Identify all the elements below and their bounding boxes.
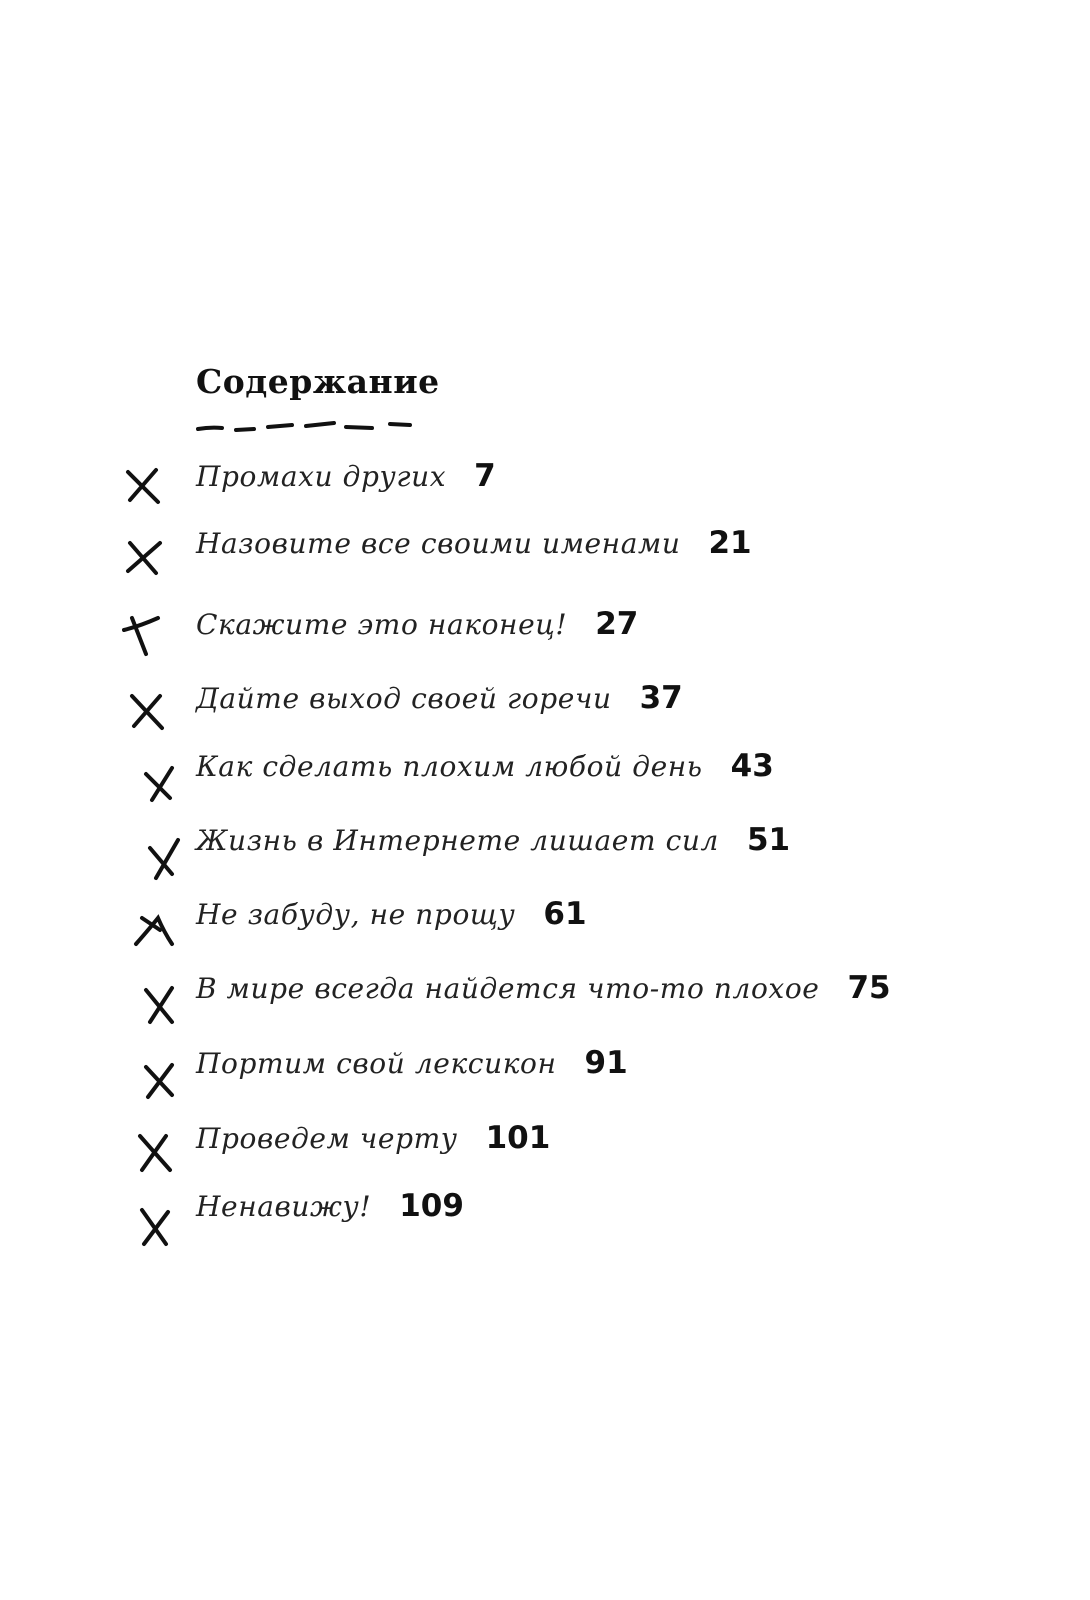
entry-page-number: 51 — [746, 822, 791, 858]
entry-page-number: 101 — [485, 1120, 551, 1156]
entry-page-number: 61 — [543, 896, 587, 932]
toc-entry — [0, 896, 1090, 956]
toc-title: Содержание — [196, 362, 440, 401]
entry-page-number: 7 — [474, 458, 496, 494]
entry-title: Скажите это наконец! — [196, 608, 568, 641]
entry-title: Портим свой лексикон — [196, 1047, 557, 1080]
entry-page-number: 27 — [595, 606, 639, 642]
entry-title: В мире всегда найдется что-то плохое — [196, 972, 820, 1005]
entry-page-number: 43 — [730, 748, 774, 784]
cross-mark-icon — [122, 466, 166, 510]
cross-mark-icon — [138, 1059, 182, 1103]
cross-mark-icon — [138, 982, 182, 1026]
cross-mark-icon — [122, 535, 166, 579]
entry-page-number: 21 — [708, 525, 752, 561]
entry-title: Не забуду, не прощу — [196, 898, 516, 931]
entry-page-number: 109 — [399, 1188, 464, 1224]
toc-entry — [0, 1188, 1090, 1248]
toc-entry — [0, 606, 1090, 666]
cross-mark-icon — [138, 762, 182, 806]
entry-title: Дайте выход своей горечи — [196, 682, 612, 715]
cross-mark-icon — [134, 1130, 178, 1174]
entry-title: Ненавижу! — [196, 1190, 372, 1223]
toc-entry — [0, 1120, 1090, 1180]
entry-title: Как сделать плохим любой день — [196, 750, 703, 783]
toc-entry — [0, 458, 1090, 518]
cross-mark-icon — [134, 1204, 178, 1248]
cross-mark-icon — [132, 908, 176, 952]
toc-entry — [0, 970, 1090, 1030]
entry-page-number: 75 — [847, 970, 891, 1006]
toc-entry — [0, 748, 1090, 808]
entry-title: Жизнь в Интернете лишает сил — [196, 824, 719, 857]
cross-mark-icon — [142, 836, 186, 880]
toc-entry — [0, 1045, 1090, 1105]
toc-entry — [0, 525, 1090, 585]
entry-title: Проведем черту — [196, 1122, 458, 1155]
cross-mark-icon — [126, 690, 170, 734]
entry-page-number: 37 — [639, 680, 683, 716]
toc-entry — [0, 822, 1090, 882]
toc-entry — [0, 680, 1090, 740]
cross-mark-icon — [118, 612, 162, 656]
entry-title: Промахи других — [196, 460, 447, 493]
entry-title: Назовите все своими именами — [196, 527, 681, 560]
dashed-underline-icon — [196, 418, 418, 434]
entry-page-number: 91 — [584, 1045, 628, 1081]
